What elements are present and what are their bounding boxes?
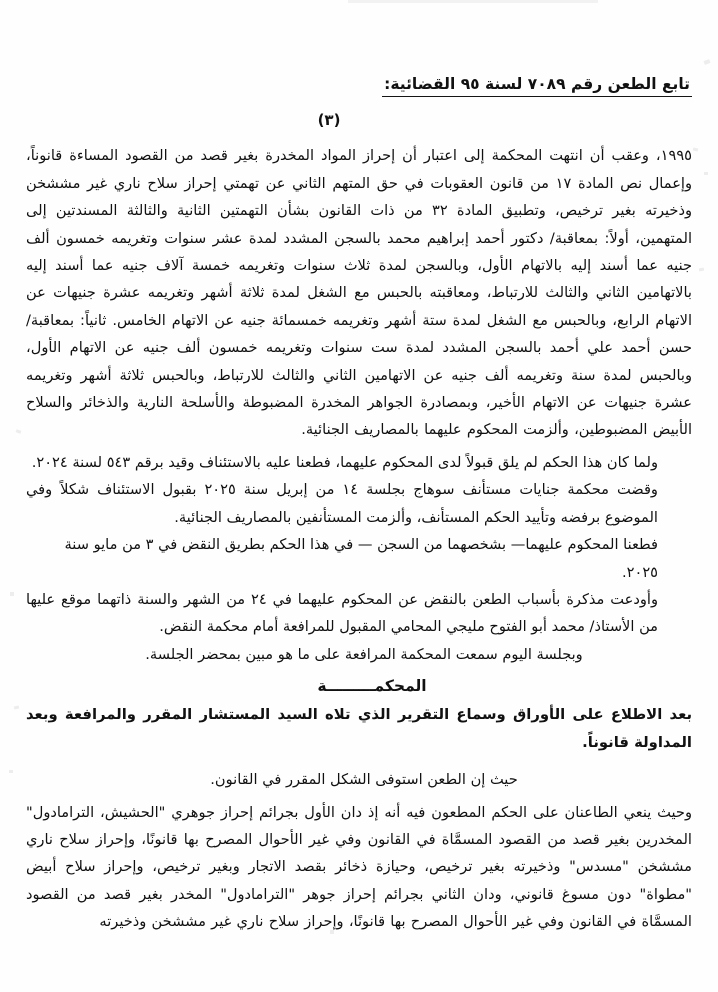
paragraph-memorandum-deposit: وأودعت مذكرة بأسباب الطعن بالنقض عن المحكوم عليهما في ٢٤ من الشهر والسنة ذاتهما موقع عليها من الأستاذ/ محمد أبو الفتوح مليجي المحامي المقبول للمرافعة أمام محكمة النقض. <box>26 590 658 636</box>
court-heading-label: المحكمـــــــــة <box>317 677 427 696</box>
paragraph-grounds-of-appeal: وحيث ينعي الطاعنان على الحكم المطعون فيه أنه إذ دان الأول بجرائم إحراز جوهري "الحشيش، الترامادول" المخدرين بغير قصد من القصود المسمَّاة في القانون وفي غير الأحوال المصرح بها قانونًا، وإحراز سلاح ناري مششخن "مسدس" وذخيرته بغير ترخيص، وحيازة ذخائر بقصد الاتجار وبغير ترخيص، وإحراز سلاح أبيض "مطواة" دون مسوغ قانوني، ودان الثاني بجرائم إحراز جوهر "الترامادول" المخدر بغير قصد من القصود المسمَّاة في القانون وفي غير الأحوال المصرح بها قانونًا، وإحراز سلاح ناري غير مششخن وذخيرته <box>26 803 692 931</box>
paragraph-court-preamble: بعد الاطلاع على الأوراق وسماع التقرير الذي تلاه السيد المستشار المقرر والمرافعة وبعد المداولة قانوناً. <box>26 706 692 752</box>
paragraph-sentencing-details: ١٩٩٥، وعقب أن انتهت المحكمة إلى اعتبار أن إحراز المواد المخدرة بغير قصد من القصود المساءة قانوناً، وإعمال نص المادة ١٧ من قانون العقوبات في حق المتهم الثاني عن تهمتي إحراز سلاح ناري غير مششخن وذخيرته بغير ترخيص، وتطبيق المادة ٣٢ من ذات القانون بشأن التهمتين الثانية والثالثة المسندتين إلى المتهمين، أولاً: بمعاقبة/ دكتور أحمد إبراهيم محمد بالسجن المشدد لمدة عشر سنوات وتغريمه خمسون ألف جنيه عما أسند إليه بالاتهام الأول، وبالسجن لمدة ثلاث سنوات وتغريمه خمسة آلاف جنيه عما أسند إليه بالاتهامين الثاني والثالث للارتباط، ومعاقبته بالحبس مع الشغل لمدة ثلاثة أشهر وتغريمه عشرة جنيهات عن الاتهام الرابع، وبالحبس مع الشغل لمدة ستة أشهر وتغريمه خمسمائة جنيه عن الاتهام الخامس. ثانياً: بمعاقبة/ حسن أحمد علي أحمد بالسجن المشدد لمدة ست سنوات وتغريمه خمسون ألف جنيه عن الاتهام الأول، وبالحبس لمدة سنة وتغريمه ألف جنيه عن الاتهامين الثاني والثالث للارتباط، وبالحبس ثلاثة أشهر وتغريمه عشرة جنيهات عن الاتهام الأخير، وبمصادرة الجواهر المخدرة المضبوطة والأسلحة النارية والذخائر والسلاح الأبيض المضبوطين، وألزمت المحكوم عليهما بالمصاريف الجنائية. <box>26 147 693 439</box>
paragraph-hearing-today: وبجلسة اليوم سمعت المحكمة المرافعة على ما هو مبين بمحضر الجلسة. <box>145 645 583 663</box>
paragraph-form-finding: حيث إن الطعن استوفى الشكل المقرر في القانون. <box>210 771 518 789</box>
page-number: (٣) <box>317 110 341 129</box>
document-header <box>26 74 692 97</box>
paragraph-cassation-appeal: فطعنا المحكوم عليهما— بشخصهما من السجن — في هذا الحكم بطريق النقض في ٣ من مايو سنة ٢٠٢٥. <box>64 536 658 581</box>
paragraph-appeal-ruling: وقضت محكمة جنايات مستأنف سوهاج بجلسة ١٤ من إبريل سنة ٢٠٢٥ بقبول الاستئناف شكلاً وفي الموضوع برفضه وتأييد الحكم المستأنف، وألزمت المستأنفين بالمصاريف الجنائية. <box>26 481 658 526</box>
judgment-body <box>26 142 692 668</box>
paragraph-appeal-filing: ولما كان هذا الحكم لم يلق قبولاً لدى المحكوم عليهما، فطعنا عليه بالاستئناف وقيد برقم ٥٤٣ لسنة ٢٠٢٤. <box>31 453 658 471</box>
case-reference-heading: تابع الطعن رقم ٧٠٨٩ لسنة ٩٥ القضائية: <box>382 74 692 97</box>
court-section-heading <box>26 676 692 695</box>
